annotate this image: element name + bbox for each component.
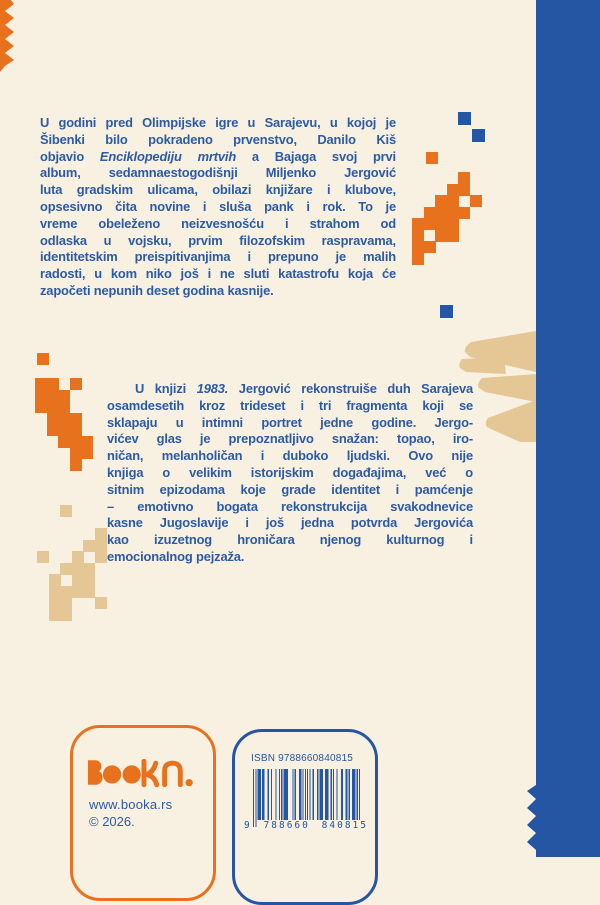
blurb-line: ničan, melanholičan i duboko ljudski. Ovo nije — [107, 448, 473, 464]
tan-staircase-left-cell — [95, 528, 107, 540]
tan-staircase-left-cell — [60, 597, 72, 609]
blue-square-1-cell — [458, 112, 471, 125]
blurb-line: emocionalnog pejzaža. — [107, 548, 245, 564]
blurb-line: – emotivno bogata rekonstrukcija svakodnevice — [107, 498, 473, 514]
blurb-line: vićev glas je prepoznatljivo snažan: topao, iro- — [107, 431, 473, 447]
blurb-line: kao izuzetnog hroničara njenog kulturnog i — [107, 532, 473, 548]
orange-staircase-right-cell — [435, 230, 447, 242]
orange-staircase-left-cell — [58, 413, 70, 425]
orange-staircase-right-cell — [458, 207, 470, 219]
orange-staircase-left-cell — [58, 401, 70, 413]
blurb-line: opsesivno čita novine i sluša pank i rok. To je — [40, 198, 396, 214]
tan-staircase-left-cell — [72, 551, 84, 563]
orange-staircase-left-cell — [35, 401, 47, 413]
blurb-line: U knjizi 1983. Jergović rekonstruiše duh Sarajeva — [135, 381, 473, 396]
orange-staircase-right-cell — [424, 207, 436, 219]
orange-staircase-right-cell — [412, 253, 424, 265]
isbn-label: ISBN 9788660840815 — [250, 753, 354, 764]
blurb-line: identitetskim preispitivanjima i prepuno je malih — [40, 249, 396, 265]
orange-staircase-right-cell — [447, 184, 459, 196]
orange-staircase-right-cell — [435, 195, 447, 207]
barcode-digit-group: 788660 — [263, 820, 310, 831]
barcode-digit-group: 9 — [244, 820, 252, 831]
tan-staircase-left-cell — [95, 551, 107, 563]
copyright-notice: © 2026. — [89, 814, 135, 829]
orange-staircase-left-cell — [70, 413, 82, 425]
blurb-line: kasne Jugoslavije i još jedna potvrda Jergovića — [107, 515, 473, 531]
orange-staircase-left-cell — [47, 413, 59, 425]
orange-staircase-right-cell — [458, 172, 470, 184]
tan-staircase-left-cell — [49, 597, 61, 609]
tan-staircase-left-cell — [60, 586, 72, 598]
booka-logo — [87, 759, 197, 789]
tan-staircase-left-cell — [49, 586, 61, 598]
tan-staircase-left-cell — [72, 563, 84, 575]
blue-square-2-cell — [472, 129, 485, 142]
orange-staircase-right-cell — [435, 207, 447, 219]
tan-staircase-left-cell — [49, 609, 61, 621]
orange-staircase-left-cell — [35, 378, 47, 390]
orange-staircase-left-cell — [47, 424, 59, 436]
orange-staircase-left-cell — [47, 378, 59, 390]
orange-staircase-left-cell — [81, 447, 93, 459]
barcode-digits — [243, 820, 369, 831]
blurb-line: sitnim epizodama koje grade identitet i pamćenje — [107, 481, 473, 497]
orange-staircase-left-cell — [81, 436, 93, 448]
back-cover-blurb-2 — [107, 381, 473, 566]
tan-staircase-left-cell — [83, 574, 95, 586]
orange-staircase-right-cell — [447, 230, 459, 242]
orange-staircase-right-cell — [424, 241, 436, 253]
barcode-digit-group: 840815 — [321, 820, 368, 831]
blurb-line: odlaska u vojsku, prvim filozofskim raspravama, — [40, 232, 396, 248]
orange-staircase-left-cell — [70, 436, 82, 448]
orange-square-small-cell — [426, 152, 438, 164]
blurb-line: luta gradskim ulicama, obilazi knjižare i klubove, — [40, 182, 396, 198]
orange-staircase-right-cell — [412, 230, 424, 242]
barcode — [253, 769, 360, 827]
orange-square-left-cell — [37, 353, 49, 365]
orange-staircase-left-cell — [58, 436, 70, 448]
top-left-zigzag-decoration — [0, 0, 14, 72]
blurb-line: U godini pred Olimpijske igre u Sarajevu, u kojoj je — [40, 115, 396, 130]
orange-staircase-left-cell — [58, 390, 70, 402]
publisher-box — [70, 725, 216, 901]
orange-staircase-right-cell — [447, 195, 459, 207]
orange-staircase-left-cell — [70, 378, 82, 390]
blurb-line: vreme obeleženo neizvesnošću i strahom od — [40, 215, 396, 231]
blurb-line: započeti nepunih deset godina kasnije. — [40, 282, 274, 298]
tan-staircase-left-cell — [83, 563, 95, 575]
blurb-line: objavio Enciklopediju mrtvih a Bajaga svoj prvi — [40, 148, 396, 164]
orange-staircase-right-cell — [412, 218, 424, 230]
blue-square-3-cell — [440, 305, 453, 318]
tan-staircase-left-cell — [37, 551, 49, 563]
tan-staircase-left-cell — [49, 574, 61, 586]
tan-staircase-left-cell — [83, 586, 95, 598]
blurb-line: Šibenki bilo pokradeno prvenstvo, Danilo Kiš — [40, 131, 396, 147]
blurb-line: knjiga o velikim istorijskim događajima, već o — [107, 464, 473, 480]
tan-staircase-left-cell — [95, 540, 107, 552]
orange-staircase-left-cell — [70, 459, 82, 471]
orange-staircase-right-cell — [458, 184, 470, 196]
orange-staircase-right-cell — [470, 195, 482, 207]
tan-staircase-left-cell — [72, 586, 84, 598]
orange-staircase-left-cell — [47, 390, 59, 402]
orange-staircase-right-cell — [435, 218, 447, 230]
orange-staircase-left-cell — [58, 424, 70, 436]
website-url: www.booka.rs — [89, 797, 173, 812]
orange-staircase-right-cell — [447, 218, 459, 230]
tan-staircase-left-cell — [72, 574, 84, 586]
right-edge-stripe — [527, 0, 600, 857]
orange-staircase-right-cell — [447, 207, 459, 219]
tan-staircase-left-cell — [83, 540, 95, 552]
back-cover-blurb-1 — [40, 115, 396, 300]
orange-staircase-right-cell — [412, 241, 424, 253]
orange-staircase-left-cell — [47, 401, 59, 413]
blurb-line: sklapaju u intimni portret jedne godine. Jergo- — [107, 414, 473, 430]
blurb-line: osamdesetih kroz trideset i tri fragmenta koji se — [107, 397, 473, 413]
orange-staircase-right-cell — [424, 218, 436, 230]
tan-staircase-left-cell — [60, 563, 72, 575]
orange-staircase-left-cell — [70, 424, 82, 436]
blurb-line: album, sedamnaestogodišnji Miljenko Jergović — [40, 165, 396, 181]
blurb-line: radosti, u kom niko još i ne sluti katastrofu koja će — [40, 266, 396, 282]
tan-staircase-left-cell — [95, 597, 107, 609]
orange-staircase-left-cell — [35, 390, 47, 402]
tan-staircase-left-cell — [60, 609, 72, 621]
tan-staircase-left-cell — [60, 505, 72, 517]
orange-staircase-left-cell — [70, 447, 82, 459]
isbn-box — [232, 729, 378, 905]
